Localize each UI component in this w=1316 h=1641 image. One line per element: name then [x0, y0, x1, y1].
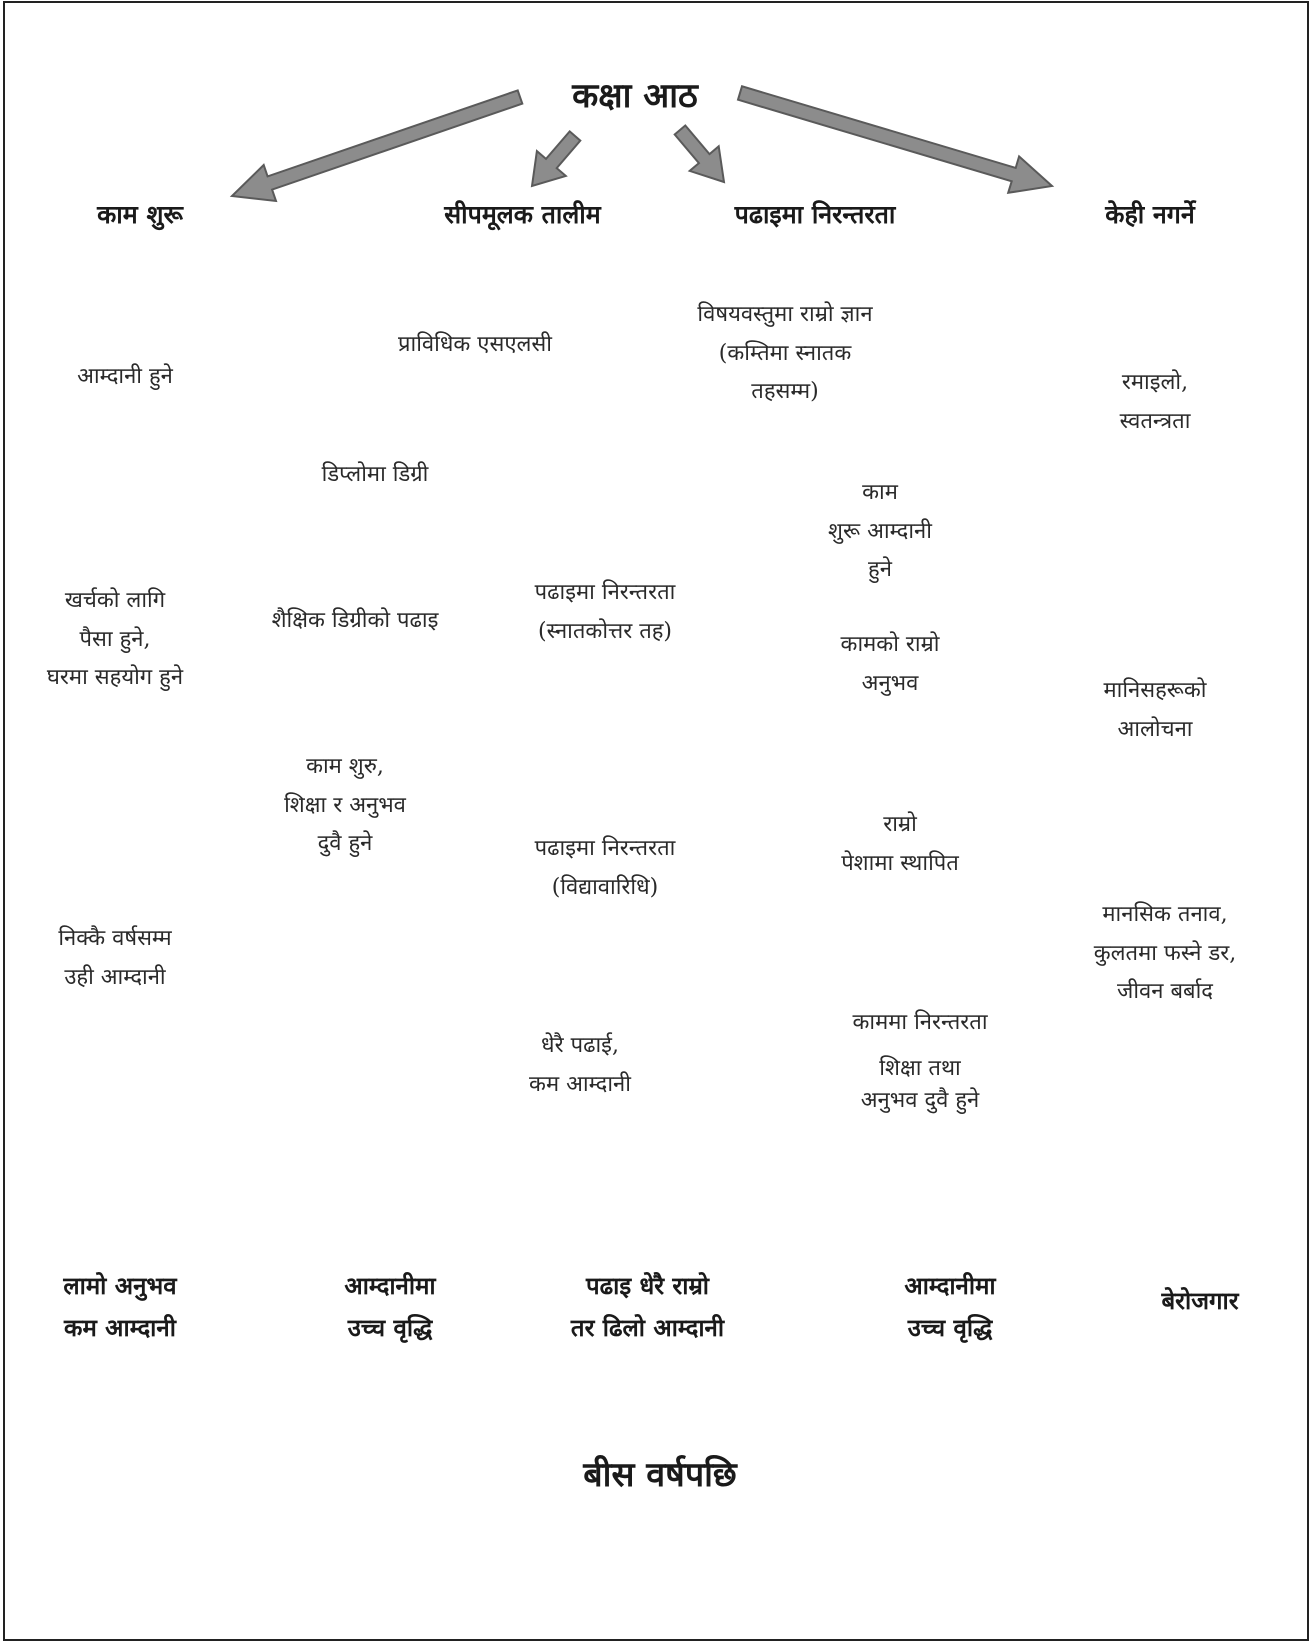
node-amdani-hune: आम्दानी हुने [77, 364, 173, 389]
heading-padhaima-nirantarata: पढाइमा निरन्तरता [734, 200, 896, 229]
node-kaamma-nirantarata: काममा निरन्तरता [852, 1010, 988, 1035]
node-shiksha-tatha-anubhav: शिक्षा तथा अनुभव दुवै हुने [860, 1056, 980, 1113]
node-diploma-degree: डिप्लोमा डिग्री [321, 462, 429, 487]
node-vidyavaridhi: पढाइमा निरन्तरता (विद्यावारिधि) [534, 836, 676, 900]
node-dherai-padhai: धेरै पढाई, कम आम्दानी [529, 1033, 631, 1097]
arrow-to-padhaima-nirantarata [675, 126, 724, 183]
outcome-padhai-dherai-ramro: पढाइ धेरै राम्रो तर ढिलो आम्दानी [570, 1272, 725, 1342]
outcome-amdanima-uchcha-1: आम्दानीमा उच्च वृद्धि [344, 1272, 436, 1342]
node-kharchako-lagi: खर्चको लागि पैसा हुने, घरमा सहयोग हुने [46, 588, 184, 690]
outcome-amdanima-uchcha-2: आम्दानीमा उच्च वृद्धि [904, 1272, 996, 1342]
node-snatakottar: पढाइमा निरन्तरता (स्नातकोत्तर तह) [534, 580, 676, 644]
node-nikkai-barsasamma: निक्कै वर्षसम्म उही आम्दानी [58, 926, 172, 990]
arrow-to-seepmoolak-taleem [532, 131, 580, 186]
node-kaam-shuru-shiksha: काम शुरु, शिक्षा र अनुभव दुवै हुने [284, 754, 406, 856]
outcome-berojgar: बेरोजगार [1161, 1287, 1239, 1315]
diagram-title: कक्षा आठ [572, 76, 698, 116]
node-kaamko-ramro-anubhav: कामको राम्रो अनुभव [840, 632, 940, 696]
node-ramro-peshama: राम्रो पेशामा स्थापित [841, 812, 959, 876]
node-bishayabastuma: विषयवस्तुमा राम्रो ज्ञान (कम्तिमा स्नातक तहसम्म) [697, 302, 873, 404]
node-prabidhik-slc: प्राविधिक एसएलसी [398, 332, 552, 357]
node-ramailo: रमाइलो, स्वतन्त्रता [1119, 370, 1191, 434]
heading-kehi-nagarne: केही नगर्ने [1105, 200, 1195, 229]
footer-bees-barshapachhi: बीस वर्षपछि [583, 1455, 737, 1495]
node-mansik-tanav: मानसिक तनाव, कुलतमा फस्ने डर, जीवन बर्बाद [1093, 902, 1237, 1004]
heading-seepmoolak-taleem: सीपमूलक तालीम [444, 200, 601, 229]
node-kaam-amdani: काम शुरू आम्दानी हुने [828, 480, 932, 582]
arrow-to-kaam-shuru [232, 90, 522, 201]
node-manisharuko-alochana: मानिसहरूको आलोचना [1103, 678, 1207, 742]
outcome-lamo-anubhav: लामो अनुभव कम आम्दानी [63, 1272, 177, 1342]
heading-kaam-shuru: काम शुरू [97, 200, 183, 229]
node-shaikshik-degree: शैक्षिक डिग्रीको पढाइ [271, 608, 439, 633]
arrow-to-kehi-nagarne [738, 86, 1052, 193]
